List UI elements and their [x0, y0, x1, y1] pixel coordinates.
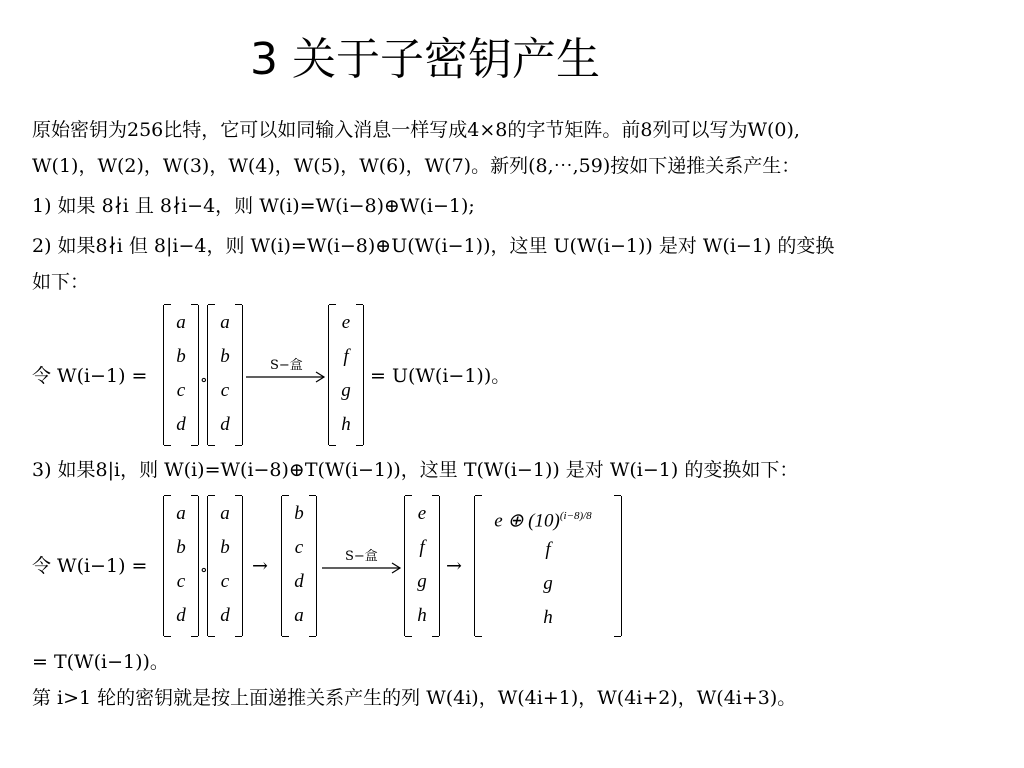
eq1-matrix-1 [163, 305, 199, 445]
sbox-label: S−盒 [345, 549, 378, 564]
matrix-cell: g [341, 380, 351, 401]
eq2-matrix-5 [474, 496, 622, 636]
paragraph-line-1: 原始密钥为256比特，它可以如同输入消息一样写成4×8的字节矩阵。前8列可以写为W(0), [32, 119, 800, 141]
matrix-cell: g [543, 573, 553, 594]
rule-2: 2) 如果8∤i 但 8|i−4，则 W(i)=W(i−8)⊕U(W(i−1))，这里 U(W(i−1)) 是对 W(i−1) 的变换 [32, 235, 835, 257]
matrix-cell: h [417, 605, 427, 626]
matrix-cell: d [176, 414, 186, 435]
matrix-cell: e [341, 312, 351, 333]
matrix-cell: c [176, 380, 186, 401]
matrix-cell: d [294, 571, 304, 592]
matrix-cell: f [343, 346, 349, 367]
matrix-cell: d [176, 605, 186, 626]
compose-operator: ∘ [200, 560, 208, 579]
paragraph-line-2: W(1)，W(2)，W(3)，W(4)，W(5)，W(6)，W(7)。新列(8,⋯,59)按如下递推关系产生： [32, 155, 801, 177]
matrix-cell: b [294, 503, 304, 524]
matrix-cell: c [220, 380, 230, 401]
compose-operator: ∘ [200, 370, 208, 389]
eq2-rhs: = T(W(i−1))。 [32, 651, 169, 673]
rotate-arrow: → [252, 555, 268, 577]
matrix-cell: d [220, 605, 230, 626]
eq2-lhs: 令 W(i−1) = [32, 555, 148, 577]
matrix-cell [475, 504, 611, 533]
matrix-cell: b [220, 346, 230, 367]
matrix-cell: h [543, 607, 553, 628]
eq1-lhs: 令 W(i−1) = [32, 365, 148, 387]
rule-2-continued: 如下： [32, 271, 90, 293]
rule-1: 1) 如果 8∤i 且 8∤i−4，则 W(i)=W(i−8)⊕W(i−1); [32, 195, 475, 217]
matrix-cell: f [419, 537, 425, 558]
matrix-cell: c [294, 537, 304, 558]
matrix-cell: b [220, 537, 230, 558]
eq2-matrix-3 [281, 496, 317, 636]
eq2-matrix-4 [404, 496, 440, 636]
matrix-cell: a [220, 312, 230, 333]
matrix-cell: f [545, 539, 551, 560]
output-arrow: → [446, 555, 462, 577]
matrix-cell: g [417, 571, 427, 592]
sbox-label: S−盒 [270, 358, 303, 373]
matrix-cell: h [341, 414, 351, 435]
matrix-cell: b [176, 537, 186, 558]
eq1-matrix-3 [328, 305, 364, 445]
exponent: (i−8)/8 [559, 510, 592, 522]
slide-title: 3 关于子密钥产生 [250, 34, 600, 85]
rule-3: 3) 如果8|i，则 W(i)=W(i−8)⊕T(W(i−1))，这里 T(W(i−1)) 是对 W(i−1) 的变换如下： [32, 459, 799, 481]
matrix-cell: b [176, 346, 186, 367]
sbox-arrow-icon [322, 561, 402, 575]
eq2-matrix-1 [163, 496, 199, 636]
eq2-matrix-2 [207, 496, 243, 636]
matrix-cell: a [294, 605, 304, 626]
eq1-rhs: = U(W(i−1))。 [370, 365, 511, 387]
eq1-matrix-2 [207, 305, 243, 445]
matrix-cell: a [176, 312, 186, 333]
matrix-cell: a [176, 503, 186, 524]
xor-term: e ⊕ (10) [494, 510, 560, 532]
matrix-cell: a [220, 503, 230, 524]
matrix-cell: c [176, 571, 186, 592]
matrix-cell: e [417, 503, 427, 524]
matrix-cell: d [220, 414, 230, 435]
matrix-cell: c [220, 571, 230, 592]
conclusion: 第 i>1 轮的密钥就是按上面递推关系产生的列 W(4i)，W(4i+1)，W(4i+2)，W(4i+3)。 [32, 687, 797, 709]
sbox-arrow-icon [246, 370, 326, 384]
